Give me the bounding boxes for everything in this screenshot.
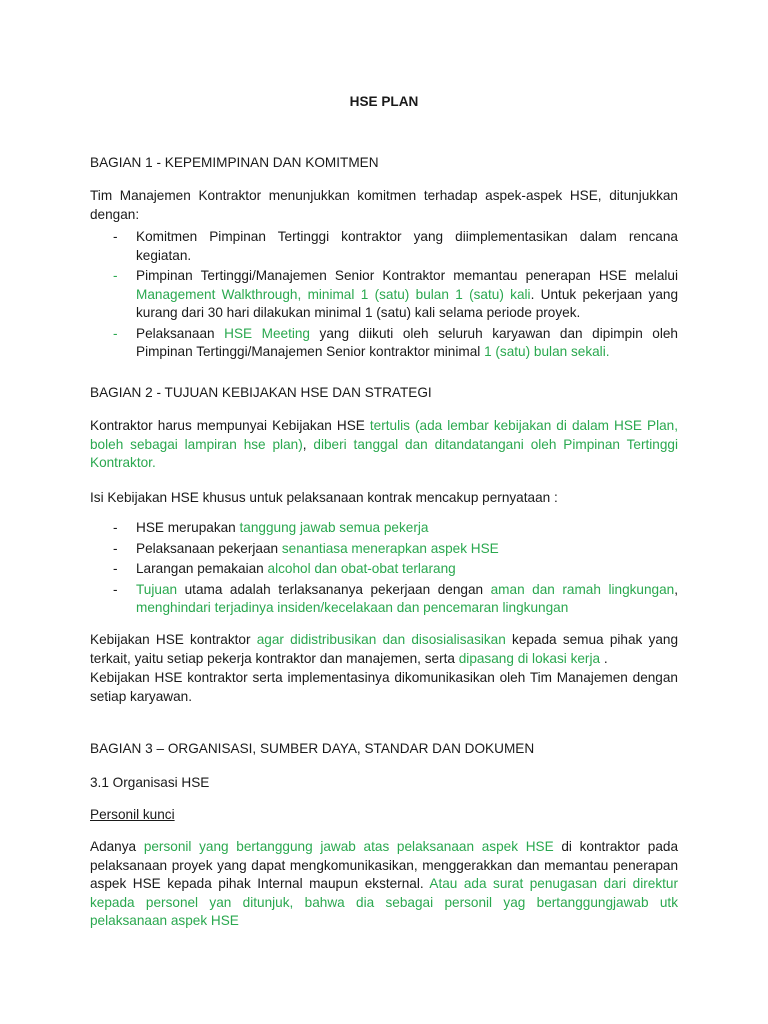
list-item xyxy=(90,540,678,559)
highlight-text: menghindari terjadinya insiden/kecelakaan dan pencemaran lingkungan xyxy=(136,600,569,615)
section-2-paragraph-3 xyxy=(90,631,678,668)
highlight-text: HSE Meeting xyxy=(224,325,310,341)
list-marker: - xyxy=(113,581,118,597)
highlight-text: tertulis (ada lembar kebijakan di dalam HSE Plan, boleh sebagai lampiran hse plan) xyxy=(90,418,678,452)
section-2-paragraph-4: Kebijakan HSE kontraktor serta implementasinya dikomunikasikan oleh Tim Manajemen dengan setiap karyawan. xyxy=(90,670,678,704)
paragraph-text: , xyxy=(302,436,314,452)
paragraph-text: di kontraktor pada pelaksanaan proyek yang dapat mengkomunikasikan, menggerakkan dan memantau penerapan aspek HSE kepada pihak Internal maupun eksternal. xyxy=(90,839,679,891)
highlight-text: senantiasa menerapkan aspek HSE xyxy=(281,540,499,556)
paragraph-text: Adanya xyxy=(90,839,144,854)
highlight-text: agar didistribusikan dan disosialisasikan xyxy=(256,632,506,647)
highlight-text: personil yang bertanggung jawab atas pelaksanaan aspek HSE xyxy=(143,839,554,854)
list-marker: - xyxy=(113,520,118,535)
list-item-text: yang diikuti oleh seluruh karyawan dan dipimpin oleh Pimpinan Tertinggi/Manajemen Senior kontraktor minimal xyxy=(136,325,678,359)
paragraph-text: kepada semua pihak yang terkait, yaitu setiap pekerja kontraktor dan manajemen, serta xyxy=(90,632,678,666)
underlined-heading: Personil kunci xyxy=(90,807,175,822)
list-item-text: Pimpinan Tertinggi/Manajemen Senior Kontraktor memantau penerapan HSE melalui xyxy=(136,268,678,283)
section-2-paragraph-2: Isi Kebijakan HSE khusus untuk pelaksanaan kontrak mencakup pernyataan : xyxy=(90,490,558,505)
list-item xyxy=(90,228,678,265)
list-item-text: utama adalah terlaksananya pekerjaan dengan xyxy=(177,581,491,597)
list-item-text: Pelaksanaan pekerjaan xyxy=(136,540,282,556)
highlight-text: 1 (satu) bulan sekali. xyxy=(484,344,610,359)
section-3-1-heading: 3.1 Organisasi HSE xyxy=(90,775,210,790)
list-item xyxy=(90,519,678,538)
list-marker: - xyxy=(113,325,118,341)
highlight-text: dipasang di lokasi kerja xyxy=(458,650,601,666)
list-item xyxy=(90,581,678,618)
list-item xyxy=(90,325,678,362)
list-item-text: Larangan pemakaian xyxy=(136,561,268,576)
section-1-intro: Tim Manajemen Kontraktor menunjukkan komitmen terhadap aspek-aspek HSE, ditunjukkan dengan: xyxy=(90,188,678,222)
list-item-text: HSE merupakan xyxy=(136,520,240,535)
highlight-text: diberi tanggal dan ditandatangani oleh Pimpinan Tertinggi Kontraktor. xyxy=(90,436,678,470)
list-marker: - xyxy=(113,229,118,244)
personil-kunci-heading xyxy=(90,806,678,825)
section-2-heading: BAGIAN 2 - TUJUAN KEBIJAKAN HSE DAN STRATEGI xyxy=(90,385,432,400)
paragraph-text: Kebijakan HSE kontraktor xyxy=(90,632,257,647)
document-title: HSE PLAN xyxy=(349,94,419,109)
list-item-text: Komitmen Pimpinan Tertinggi kontraktor yang diimplementasikan dalam rencana kegiatan. xyxy=(136,229,678,263)
section-3-paragraph-1 xyxy=(90,838,678,931)
list-item-text: . Untuk pekerjaan yang kurang dari 30 hari dilakukan minimal 1 (satu) kali selama periode proyek. xyxy=(136,286,678,320)
section-1-list xyxy=(90,228,678,364)
highlight-text: aman dan ramah lingkungan xyxy=(490,581,675,597)
list-marker: - xyxy=(113,540,118,556)
list-item-text: Pelaksanaan xyxy=(136,325,225,341)
highlight-text: alcohol dan obat-obat terlarang xyxy=(267,561,456,576)
section-2-list xyxy=(90,519,678,620)
list-item xyxy=(90,560,678,579)
highlight-text: Atau ada surat penugasan dari direktur kepada personel yan ditunjuk, bahwa dia sebagai personil yag bertanggungjawab utk pelaksanaan aspek HSE xyxy=(90,876,678,928)
highlight-text: tanggung jawab semua pekerja xyxy=(239,520,429,535)
section-1-heading: BAGIAN 1 - KEPEMIMPINAN DAN KOMITMEN xyxy=(90,155,379,170)
list-marker: - xyxy=(113,561,118,576)
list-marker: - xyxy=(113,268,118,283)
section-3-heading: BAGIAN 3 – ORGANISASI, SUMBER DAYA, STANDAR DAN DOKUMEN xyxy=(90,741,535,756)
paragraph-text: . xyxy=(600,650,608,666)
paragraph-text: Kontraktor harus mempunyai Kebijakan HSE xyxy=(90,418,370,433)
list-item xyxy=(90,267,678,323)
highlight-text: Management Walkthrough, minimal 1 (satu) bulan 1 (satu) kali xyxy=(136,286,531,302)
list-item-text: , xyxy=(674,581,679,597)
section-2-paragraph-1 xyxy=(90,417,678,473)
highlight-text: Tujuan xyxy=(136,581,178,597)
